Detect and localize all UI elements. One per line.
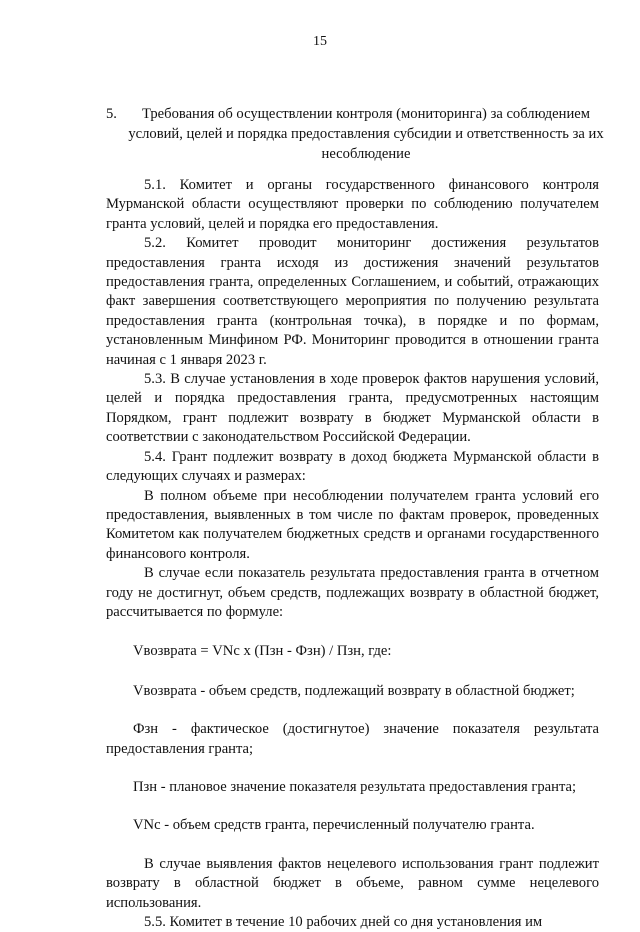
page-number: 15 bbox=[313, 34, 327, 49]
paragraph-5-4-misuse: В случае выявления фактов нецелевого использования грант подлежит возврату в областной бюджет в объеме, равном сумме нецелевого использования. bbox=[106, 855, 599, 911]
paragraph-5-4-full-return: В полном объеме при несоблюдении получателем гранта условий его предоставления, выявленных в том числе по фактам проверок, проведенных Комитетом как получателем бюджетных средств и органами государственного финансового контроля. bbox=[106, 487, 599, 562]
definition-vvozvrata: Vвозврата - объем средств, подлежащий возврату в областной бюджет; bbox=[133, 682, 575, 699]
paragraph-5-4-partial-return: В случае если показатель результата предоставления гранта в отчетном году не достигнут, объем средств, подлежащих возврату в областной бюджет, рассчитывается по формуле: bbox=[106, 565, 599, 620]
definition-vnc: VNс - объем средств гранта, перечисленный получателю гранта. bbox=[133, 817, 535, 834]
paragraph-5-4: 5.4. Грант подлежит возврату в доход бюджета Мурманской области в следующих случаях и размерах: bbox=[106, 448, 599, 485]
definition-fzn: Фзн - фактическое (достигнутое) значение показателя результата предоставления гранта; bbox=[106, 721, 599, 757]
document-body bbox=[106, 176, 599, 932]
paragraph-5-1: 5.1. Комитет и органы государственного финансового контроля Мурманской области осуществляют проверки по соблюдению получателем гранта условий, целей и порядка его предоставления. bbox=[106, 177, 599, 232]
section-title: Требования об осуществлении контроля (мониторинга) за соблюдением условий, целей и порядка предоставления субсидии и ответственность за их несоблюдение bbox=[128, 106, 604, 162]
section-number: 5. bbox=[106, 106, 117, 122]
paragraph-5-2: 5.2. Комитет проводит мониторинг достижения результатов предоставления гранта исходя из достижения значений результатов предоставления гранта, определенных Соглашением, и событий, отражающих факт завершения соответствующего мероприятия по получению результата предоставления гранта (контрольная точка), в порядке и по формам, установленным Минфином РФ. Мониторинг проводится в отношении гранта начиная с 1 января 2023 г. bbox=[106, 235, 599, 368]
definition-pzn: Пзн - плановое значение показателя результата предоставления гранта; bbox=[133, 778, 577, 795]
paragraph-5-3: 5.3. В случае установления в ходе проверок фактов нарушения условий, целей и порядка предоставления гранта, предусмотренных настоящим Порядком, грант подлежит возврату в бюджет Мурманской области в соответствии с законодательством Российской Федерации. bbox=[106, 371, 599, 446]
return-formula: Vвозврата = VNс x (Пзн - Фзн) / Пзн, где: bbox=[133, 643, 392, 660]
paragraph-5-5: 5.5. Комитет в течение 10 рабочих дней со дня установления им bbox=[144, 914, 543, 930]
section-heading bbox=[106, 104, 608, 164]
